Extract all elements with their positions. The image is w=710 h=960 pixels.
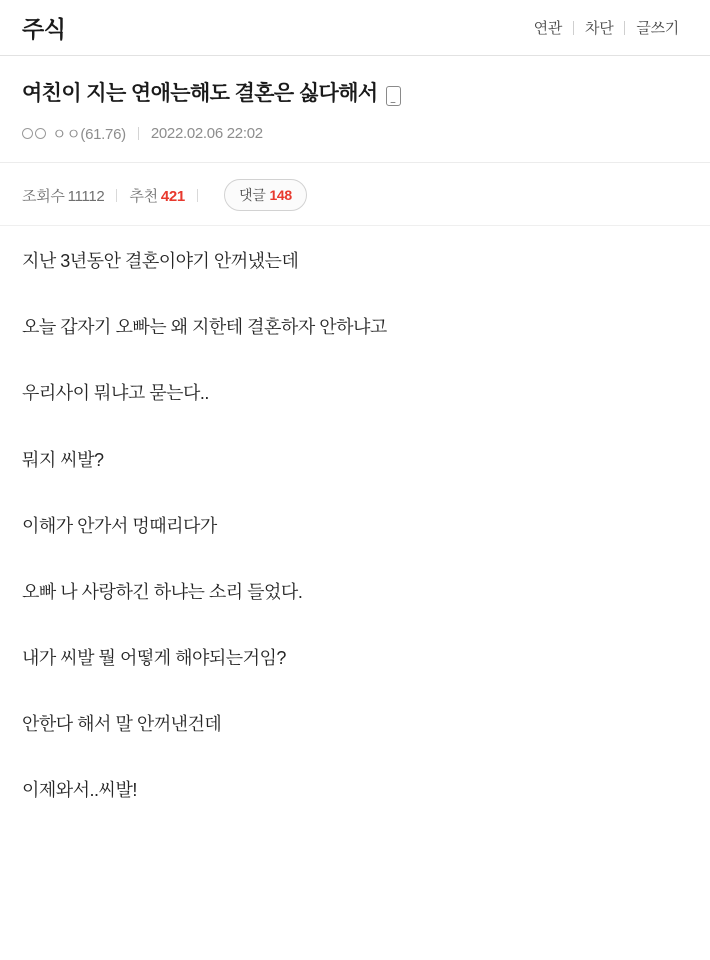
- article-meta: [22, 123, 688, 144]
- related-button[interactable]: 연관: [533, 20, 563, 37]
- views-value: 11112: [67, 187, 105, 205]
- recommend-stat: [129, 185, 185, 206]
- comment-count-button[interactable]: [224, 179, 307, 211]
- article-paragraph: 내가 씨발 뭘 어떻게 해야되는거임?: [22, 647, 286, 668]
- views-label: 조회수: [22, 187, 65, 205]
- article-paragraph: 우리사이 뭐냐고 묻는다..: [22, 383, 209, 404]
- write-button[interactable]: 글쓰기: [636, 20, 679, 37]
- comment-label: 댓글: [238, 187, 266, 204]
- topbar-actions: [523, 17, 690, 38]
- stats-divider-2: [197, 189, 198, 202]
- mobile-icon: [386, 86, 401, 106]
- article-paragraph: 이제와서..씨발!: [22, 780, 137, 801]
- meta-divider: [138, 127, 139, 140]
- author-info[interactable]: [22, 123, 126, 144]
- rank-circles-icon: [22, 128, 46, 139]
- article-body: [0, 226, 710, 803]
- recommend-label: 추천: [129, 187, 158, 205]
- article-paragraph: 지난 3년동안 결혼이야기 안꺼냈는데: [22, 251, 299, 272]
- post-title-row: [22, 80, 688, 107]
- top-bar: [0, 0, 710, 56]
- author-name: ㅇㅇ(61.76): [52, 126, 126, 144]
- recommend-value: 421: [160, 187, 185, 205]
- article-header: [0, 56, 710, 163]
- article-paragraph: 오빠 나 사랑하긴 하냐는 소리 들었다.: [22, 581, 303, 602]
- post-date: 2022.02.06 22:02: [150, 125, 263, 143]
- article-stats: [0, 163, 710, 226]
- article-paragraph: 이해가 안가서 멍때리다가: [22, 515, 217, 536]
- article-paragraph: 오늘 갑자기 오빠는 왜 지한테 결혼하자 안하냐고: [22, 317, 387, 338]
- comment-value: 148: [269, 187, 292, 204]
- page-title: 여친이 지는 연애는해도 결혼은 싫다해서: [22, 82, 378, 105]
- article-paragraph: 안한다 해서 말 안꺼낸건데: [22, 713, 222, 734]
- article-paragraph: 뭐지 씨발?: [22, 449, 104, 470]
- views-stat: [22, 185, 104, 206]
- board-title: 주식: [22, 16, 66, 42]
- stats-divider-1: [116, 189, 117, 202]
- block-button[interactable]: 차단: [585, 20, 614, 37]
